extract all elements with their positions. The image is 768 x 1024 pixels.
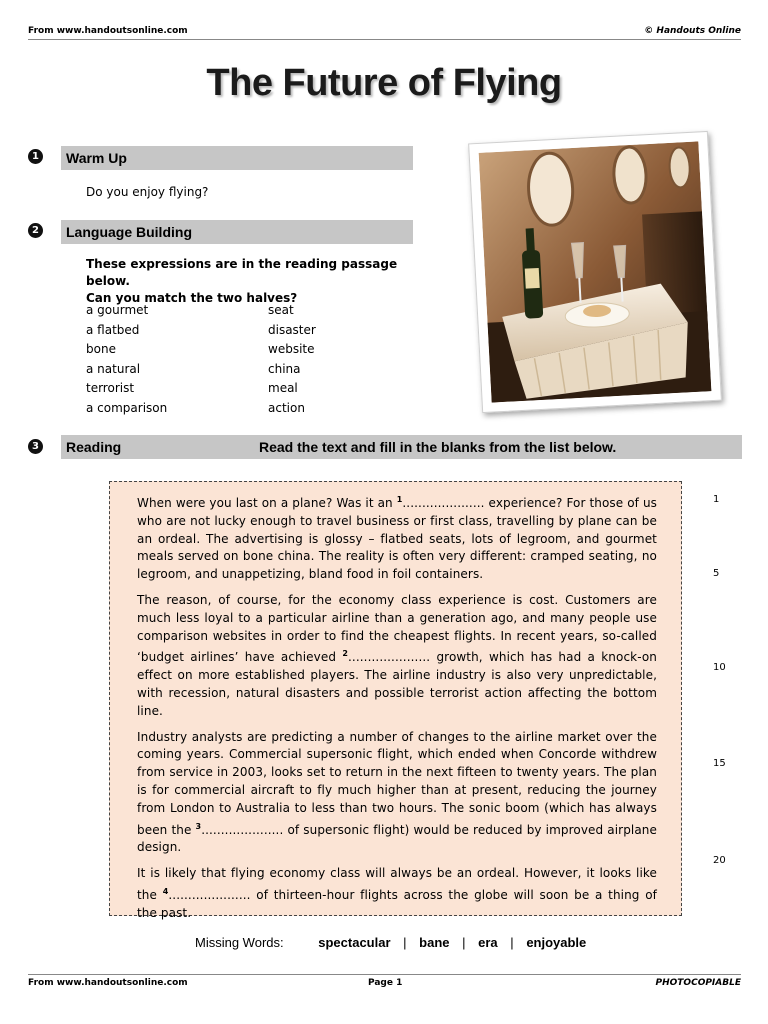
warmup-heading: Warm Up (61, 146, 413, 170)
airplane-dining-illustration (479, 141, 712, 402)
missing-words (195, 935, 595, 950)
match-left-item: terrorist (86, 381, 135, 395)
match-right-item: china (268, 361, 301, 376)
header-source: From www.handoutsonline.com (28, 26, 188, 36)
line-number-5: 5 (713, 568, 720, 579)
reading-heading-bar (61, 435, 742, 459)
passage-paragraph-2: The reason, of course, for the economy class experience is cost. Customers are much less loyal to a particular airline than a generation ago, and many people use comparison websites in order to find the cheapest flights. In recent years, so-called ‘budget airlines’ have achieved $^2$..................... growth, which has had a knock-on effect on more established players. The airline industry is also very unpredictable, with recession, natural disasters and possible terrorist action affecting the bottom line. (137, 592, 658, 718)
section-number-2: 2 (28, 223, 43, 238)
match-left-item: a natural (86, 361, 141, 376)
word-separator: | (403, 935, 407, 950)
instruction-line-2: Can you match the two halves? (86, 291, 298, 305)
match-right-column (268, 301, 316, 418)
match-right-item: disaster (268, 322, 316, 337)
reading-passage (109, 481, 682, 920)
page-header (28, 26, 741, 40)
missing-words-label: Missing Words: (195, 935, 284, 950)
language-instructions (86, 256, 426, 307)
line-number-1: 1 (713, 494, 720, 505)
language-building-heading: Language Building (61, 220, 413, 244)
line-number-15: 15 (713, 758, 726, 769)
word-separator: | (510, 935, 514, 950)
cabin-photo (468, 131, 722, 413)
missing-word: spectacular (318, 935, 391, 950)
match-left-item: a gourmet (86, 303, 149, 317)
blank-number-1: 1 (396, 495, 403, 504)
match-left-item: bone (86, 342, 116, 356)
blank-number-2: 2 (342, 649, 348, 659)
footer-page: Page 1 (368, 978, 403, 988)
warmup-question: Do you enjoy flying? (86, 185, 209, 199)
match-right-item: seat (268, 303, 294, 317)
missing-word: bane (419, 935, 450, 950)
match-left-column (86, 301, 167, 418)
missing-word: enjoyable (526, 935, 587, 950)
reading-instruction: Read the text and fill in the blanks from the list below. (259, 439, 617, 455)
passage-paragraph-1: When were you last on a plane? Was it an $^1$..................... experience? For those of us who are not lucky enough to travel business or first class, travelling by plane can be an ordeal. The advertising is glossy – flatbed seats, lots of legroom, and gourmet meals served on bone china. The reality is often very different: cramped seating, no legroom, and unappetizing, bland food in foil containers. (137, 495, 658, 582)
passage-paragraph-3: Industry analysts are predicting a number of changes to the airline market over the coming years. Commercial supersonic flight, which ended when Concorde withdrew from service in 2003, looks set to return in the next fifteen to twenty years. The plan is for commercial aircraft to fly much higher than at present, reducing the journey from London to Australia to less than two hours. The sonic boom (which has always been the $^3$..................... of supersonic flight) would be reduced by improved airplane design. (137, 729, 657, 855)
footer-source: From www.handoutsonline.com (28, 978, 188, 988)
page-footer (28, 974, 741, 989)
reading-heading: Reading (66, 439, 122, 455)
match-right-item: meal (268, 381, 298, 395)
blank-number-4: 4 (162, 886, 169, 896)
line-number-10: 10 (713, 662, 726, 673)
word-separator: | (462, 935, 466, 950)
match-left-item: a comparison (86, 400, 168, 415)
header-copyright: © Handouts Online (644, 26, 741, 36)
blank-number-3: 3 (195, 821, 202, 831)
match-left-item: a flatbed (86, 322, 140, 337)
match-right-item: action (268, 400, 305, 415)
section-number-3: 3 (28, 439, 43, 454)
page-title: The Future of Flying (206, 62, 562, 104)
footer-note: PHOTOCOPIABLE (655, 978, 741, 988)
match-right-item: website (268, 342, 315, 356)
missing-word: era (478, 935, 498, 950)
line-number-20: 20 (713, 855, 726, 866)
passage-paragraph-4: It is likely that flying economy class will always be an ordeal. However, it looks like the $^4$..................... of thirteen-hour flights across the globe will soon be a thing of the past. (137, 866, 657, 920)
section-number-1: 1 (28, 149, 43, 164)
instruction-line-1: These expressions are in the reading passage below. (86, 257, 398, 288)
